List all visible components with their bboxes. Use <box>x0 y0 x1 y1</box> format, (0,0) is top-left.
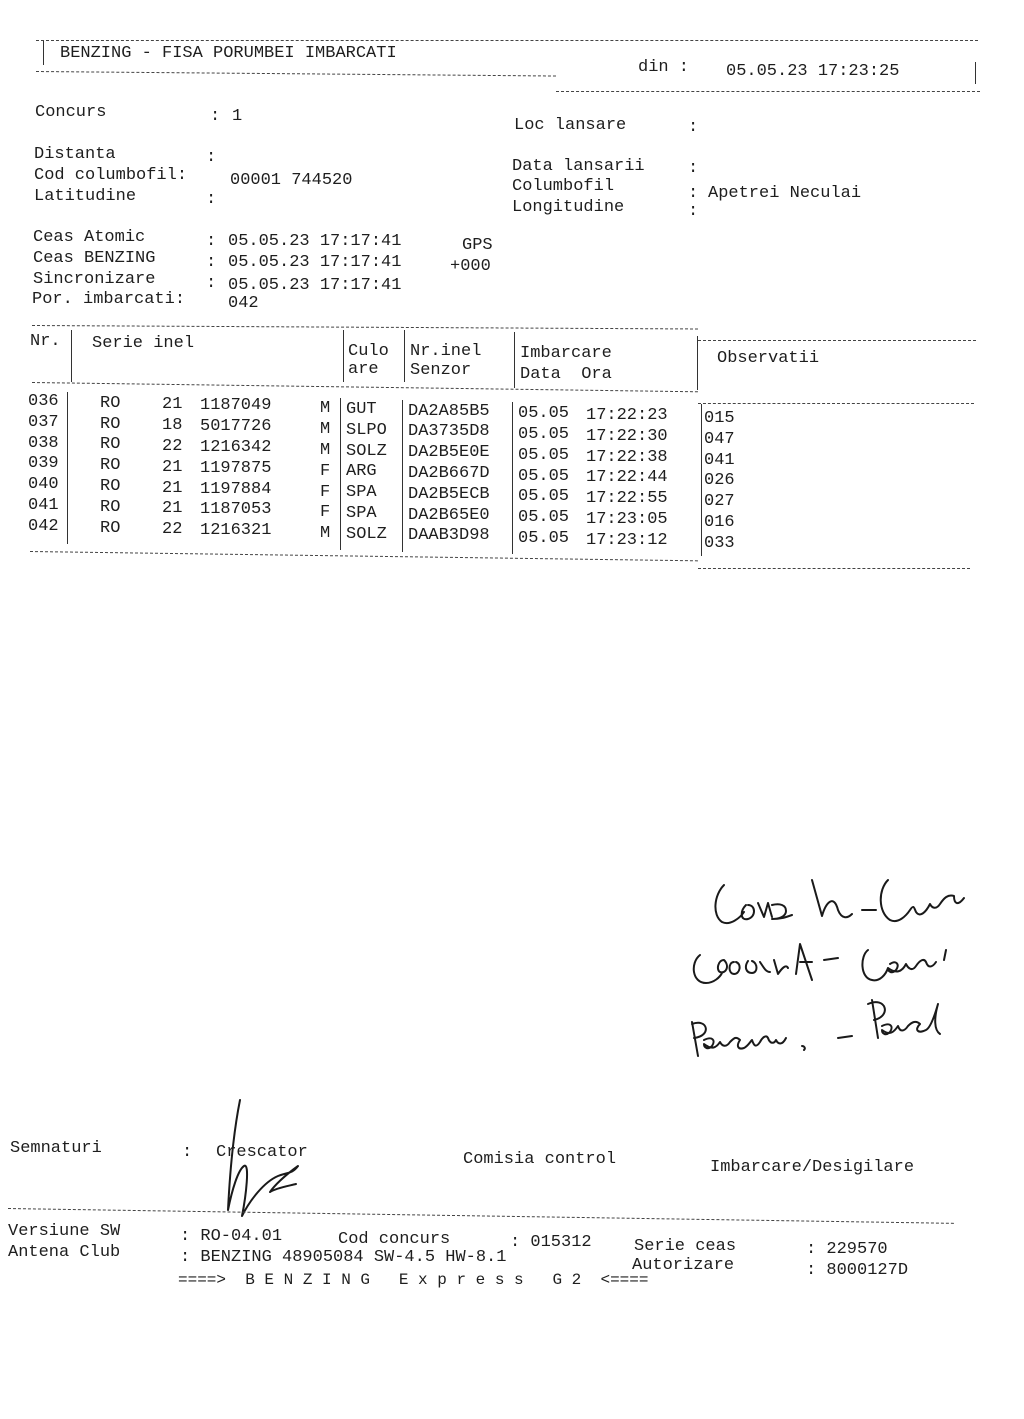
antena-club-value: : BENZING 48905084 SW-4.5 HW-8.1 <box>180 1248 507 1267</box>
cod-columbofil-label: Cod columbofil: <box>34 166 188 185</box>
row-ring: 1187053 <box>200 500 272 520</box>
row-obs: 015 <box>704 408 735 428</box>
cod-columbofil-value: 00001 744520 <box>230 171 353 190</box>
row-nr: 040 <box>28 475 59 495</box>
columbofil-value: Apetrei Neculai <box>708 184 862 203</box>
cod-concurs-label: Cod concurs <box>338 1230 451 1249</box>
col-header-culo-2: are <box>348 360 379 379</box>
row-time: 17:23:05 <box>586 509 668 529</box>
header-din-label: din : <box>638 58 690 77</box>
row-sex: M <box>320 399 331 419</box>
longitudine-sep: : <box>688 202 699 221</box>
row-sex: M <box>320 420 331 440</box>
loc-lansare-sep: : <box>688 118 699 137</box>
row-sex: M <box>320 440 331 460</box>
row-ring: 5017726 <box>200 417 272 437</box>
row-nr: 036 <box>28 392 59 411</box>
row-obs: 016 <box>704 512 735 532</box>
sincronizare-value: 05.05.23 17:17:41 <box>228 276 402 295</box>
distanta-label: Distanta <box>34 145 116 164</box>
data-lansarii-sep: : <box>688 159 699 178</box>
row-date: 05.05 <box>518 445 570 465</box>
row-obs: 026 <box>704 471 735 491</box>
row-year: 21 <box>162 478 183 498</box>
row-color: SOLZ <box>346 524 387 544</box>
ceas-atomic-sep: : <box>206 232 217 251</box>
document-title: BENZING - FISA PORUMBEI IMBARCATI <box>60 44 397 63</box>
row-country: RO <box>100 414 121 434</box>
ceas-benzing-value: 05.05.23 17:17:41 <box>228 253 402 272</box>
row-year: 21 <box>162 395 183 415</box>
row-year: 22 <box>162 436 183 456</box>
ceas-benzing-extra: +000 <box>450 257 491 276</box>
row-nr: 037 <box>28 412 59 432</box>
ceas-atomic-extra: GPS <box>462 236 493 255</box>
row-sensor: DA3735D8 <box>408 422 490 442</box>
row-sex: M <box>320 524 331 544</box>
row-nr: 042 <box>28 516 59 536</box>
row-time: 17:23:12 <box>586 530 668 550</box>
row-nr: 041 <box>28 496 59 515</box>
row-year: 21 <box>162 457 183 477</box>
row-time: 17:22:55 <box>586 489 668 509</box>
loc-lansare-label: Loc lansare <box>514 116 627 135</box>
row-ring: 1197884 <box>200 479 272 499</box>
col-header-observatii: Observatii <box>717 349 820 368</box>
antena-club-label: Antena Club <box>8 1243 121 1262</box>
longitudine-label: Longitudine <box>512 198 625 217</box>
ceas-benzing-sep: : <box>206 253 217 272</box>
row-time: 17:22:23 <box>586 405 668 425</box>
row-sensor: DA2B65E0 <box>408 505 490 525</box>
row-color: SLPO <box>346 420 387 440</box>
sincronizare-label: Sincronizare <box>33 270 156 289</box>
row-obs: 041 <box>704 450 735 470</box>
header-timestamp: 05.05.23 17:23:25 <box>726 62 900 81</box>
row-time: 17:22:38 <box>586 447 668 467</box>
columbofil-sep: : <box>688 184 699 203</box>
row-country: RO <box>100 456 121 476</box>
imbarcare-desigilare-label: Imbarcare/Desigilare <box>710 1158 915 1177</box>
row-ring: 1187049 <box>200 396 272 416</box>
row-time: 17:22:44 <box>586 468 668 488</box>
latitudine-sep: : <box>206 190 217 209</box>
serie-ceas-label: Serie ceas <box>634 1237 737 1256</box>
concurs-sep: : <box>210 107 221 126</box>
col-header-imbarcare-2: Data Ora <box>520 365 612 384</box>
autorizare-label: Autorizare <box>632 1256 735 1275</box>
ceas-atomic-label: Ceas Atomic <box>33 228 146 247</box>
row-color: SPA <box>346 503 377 523</box>
row-color: SPA <box>346 483 377 503</box>
row-ring: 1216321 <box>200 521 272 541</box>
row-country: RO <box>100 435 121 455</box>
autorizare-value: : 8000127D <box>806 1261 909 1280</box>
row-country: RO <box>100 518 121 538</box>
row-date: 05.05 <box>518 466 570 486</box>
row-country: RO <box>100 393 121 413</box>
semnaturi-label: Semnaturi <box>10 1139 102 1158</box>
ceas-benzing-label: Ceas BENZING <box>33 249 156 268</box>
versiune-sw-value: : RO-04.01 <box>180 1227 283 1246</box>
row-time: 17:22:30 <box>586 426 668 446</box>
row-sex: F <box>320 503 331 523</box>
row-sensor: DA2B5ECB <box>408 484 490 504</box>
row-sensor: DA2B5E0E <box>408 443 490 463</box>
data-lansarii-label: Data lansarii <box>512 157 645 176</box>
col-header-culo: Culo <box>348 342 389 361</box>
por-imbarcati-label: Por. imbarcati: <box>32 290 186 309</box>
row-nr: 039 <box>28 454 59 474</box>
row-date: 05.05 <box>518 404 570 424</box>
latitudine-label: Latitudine <box>34 187 137 206</box>
col-header-nr: Nr. <box>30 332 61 351</box>
row-sex: F <box>320 482 331 502</box>
row-color: SOLZ <box>346 441 387 461</box>
row-sensor: DAAB3D98 <box>408 526 490 546</box>
col-header-serie: Serie inel <box>92 334 195 353</box>
col-header-nrinel: Nr.inel <box>410 342 482 361</box>
row-date: 05.05 <box>518 529 570 549</box>
concurs-label: Concurs <box>35 103 107 122</box>
row-sensor: DA2B667D <box>408 463 490 483</box>
row-date: 05.05 <box>518 425 570 445</box>
row-year: 18 <box>162 416 183 436</box>
row-country: RO <box>100 477 121 496</box>
sincronizare-sep: : <box>206 274 217 293</box>
row-ring: 1197875 <box>200 458 272 478</box>
row-nr: 038 <box>28 433 59 453</box>
row-obs: 033 <box>704 533 735 553</box>
row-obs: 027 <box>704 492 735 512</box>
row-year: 21 <box>162 499 183 519</box>
ceas-atomic-value: 05.05.23 17:17:41 <box>228 232 402 251</box>
versiune-sw-label: Versiune SW <box>8 1222 121 1241</box>
comisia-control-label: Comisia control <box>463 1150 617 1169</box>
row-date: 05.05 <box>518 508 570 528</box>
benzing-express-brand: ====> B E N Z I N G E x p r e s s G 2 <==== <box>178 1271 649 1289</box>
row-date: 05.05 <box>518 487 570 507</box>
cod-concurs-value: : 015312 <box>510 1233 592 1252</box>
columbofil-label: Columbofil <box>512 177 615 196</box>
row-color: GUT <box>346 399 377 419</box>
row-country: RO <box>100 497 121 517</box>
semnaturi-sep: : <box>182 1143 193 1162</box>
row-color: ARG <box>346 462 377 482</box>
concurs-value: 1 <box>232 107 243 126</box>
crescator-label: Crescator <box>216 1143 308 1162</box>
row-sex: F <box>320 461 331 481</box>
row-ring: 1216342 <box>200 437 272 457</box>
distanta-sep: : <box>206 148 217 167</box>
col-header-imbarcare: Imbarcare <box>520 344 612 363</box>
row-sensor: DA2A85B5 <box>408 401 490 421</box>
col-header-nrinel-2: Senzor <box>410 361 472 380</box>
por-imbarcati-value: 042 <box>228 294 259 313</box>
serie-ceas-value: : 229570 <box>806 1240 888 1259</box>
row-obs: 047 <box>704 429 735 449</box>
row-year: 22 <box>162 520 183 540</box>
